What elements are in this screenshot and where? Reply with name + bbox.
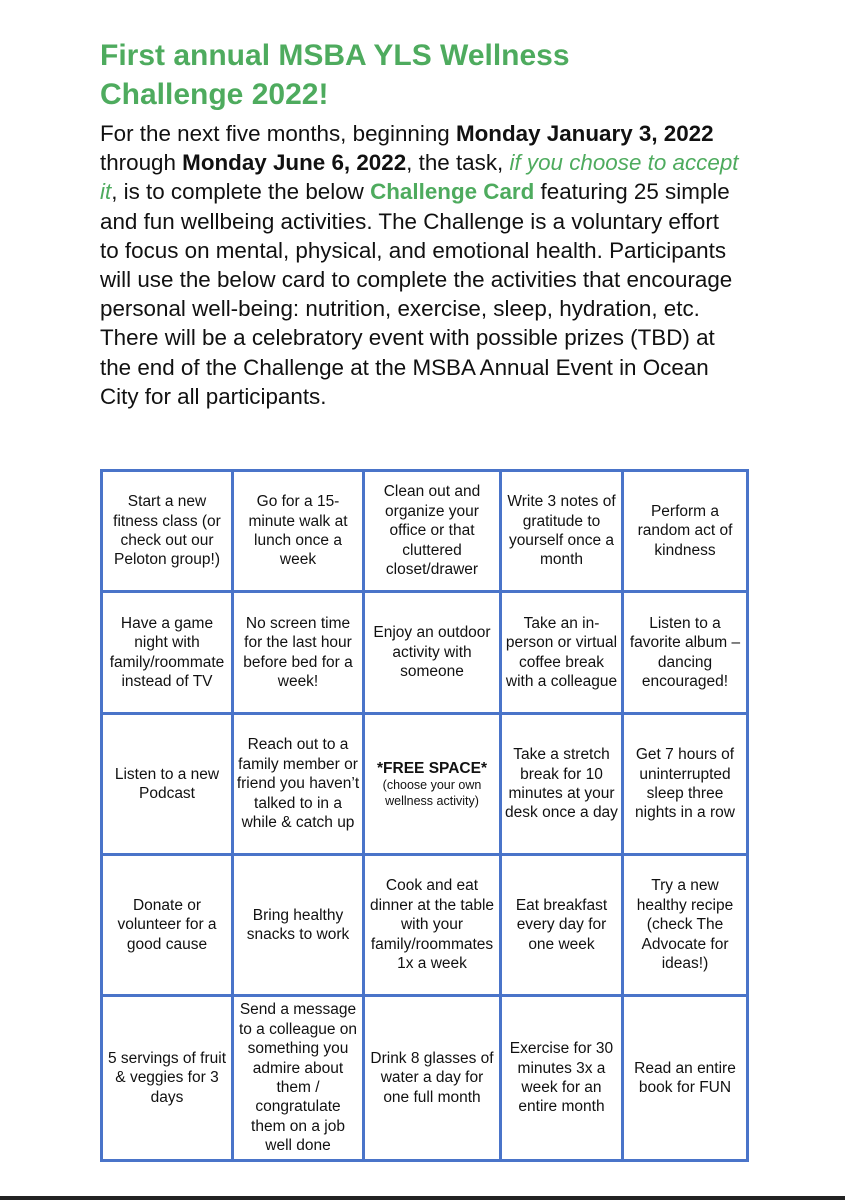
card-cell: Have a game night with family/roommate instead of TV [102, 592, 233, 714]
intro-paragraph [100, 119, 740, 411]
card-cell: Send a message to a colleague on something you admire about them / congratulate them on a job well done [233, 996, 364, 1161]
card-cell: Cook and eat dinner at the table with your family/roommates 1x a week [364, 855, 501, 996]
title-line-2: Challenge 2022! [100, 78, 329, 111]
card-cell: Write 3 notes of gratitude to yourself once a month [501, 471, 623, 592]
card-cell: Start a new fitness class (or check out our Peloton group!) [102, 471, 233, 592]
card-cell: Drink 8 glasses of water a day for one full month [364, 996, 501, 1161]
card-cell: Take a stretch break for 10 minutes at your desk once a day [501, 714, 623, 855]
page-title [100, 36, 740, 114]
card-cell: Donate or volunteer for a good cause [102, 855, 233, 996]
card-cell: Enjoy an outdoor activity with someone [364, 592, 501, 714]
card-cell: Listen to a favorite album – dancing encouraged! [623, 592, 748, 714]
intro-text-5: featuring 25 simple and fun wellbeing activities. The Challenge is a voluntary effort to focus on mental, physical, and emotional health. Participants will use the below card to complete the activities that encourage personal well-being: nutrition, exercise, sleep, hydration, etc. There will be a celebratory event with possible prizes (TBD) at the end of the Challenge at the MSBA Annual Event in Ocean City for all participants. [100, 179, 733, 409]
card-cell: Take an in-person or virtual coffee break with a colleague [501, 592, 623, 714]
challenge-card [100, 469, 749, 1162]
intro-text-4: , is to complete the below [111, 179, 371, 205]
start-date: Monday January 3, 2022 [455, 121, 714, 146]
intro-text-1: For the next five months, beginning [100, 121, 456, 146]
intro-text-3: , the task, [406, 150, 510, 176]
card-cell: Go for a 15-minute walk at lunch once a week [233, 471, 364, 592]
card-row-1 [102, 471, 748, 592]
card-cell: No screen time for the last hour before bed for a week! [233, 592, 364, 714]
title-line-1: First annual MSBA YLS Wellness [100, 39, 570, 72]
card-cell: Bring healthy snacks to work [233, 855, 364, 996]
card-row-2 [102, 592, 748, 714]
card-cell: Clean out and organize your office or that cluttered closet/drawer [364, 471, 501, 592]
free-space-subtitle: (choose your own wellness activity) [382, 778, 482, 808]
card-row-3 [102, 714, 748, 855]
card-cell: 5 servings of fruit & veggies for 3 days [102, 996, 233, 1161]
card-cell: Eat breakfast every day for one week [501, 855, 623, 996]
card-cell: Get 7 hours of uninterrupted sleep three nights in a row [623, 714, 748, 855]
card-cell: Read an entire book for FUN [623, 996, 748, 1161]
challenge-card-phrase: Challenge Card [370, 179, 535, 205]
card-cell: Exercise for 30 minutes 3x a week for an entire month [501, 996, 623, 1161]
card-cell: Listen to a new Podcast [102, 714, 233, 855]
free-space-cell [364, 714, 501, 855]
bottom-divider [0, 1196, 845, 1200]
card-row-5 [102, 996, 748, 1161]
card-cell: Reach out to a family member or friend you haven’t talked to in a while & catch up [233, 714, 364, 855]
card-cell: Perform a random act of kindness [623, 471, 748, 592]
card-cell: Try a new healthy recipe (check The Advocate for ideas!) [623, 855, 748, 996]
accept-phrase: if you choose to accept it [100, 150, 739, 205]
intro-text-2: through [100, 150, 183, 176]
card-row-4 [102, 855, 748, 996]
free-space-title: *FREE SPACE* [377, 759, 487, 777]
end-date: Monday June 6, 2022 [182, 150, 407, 176]
